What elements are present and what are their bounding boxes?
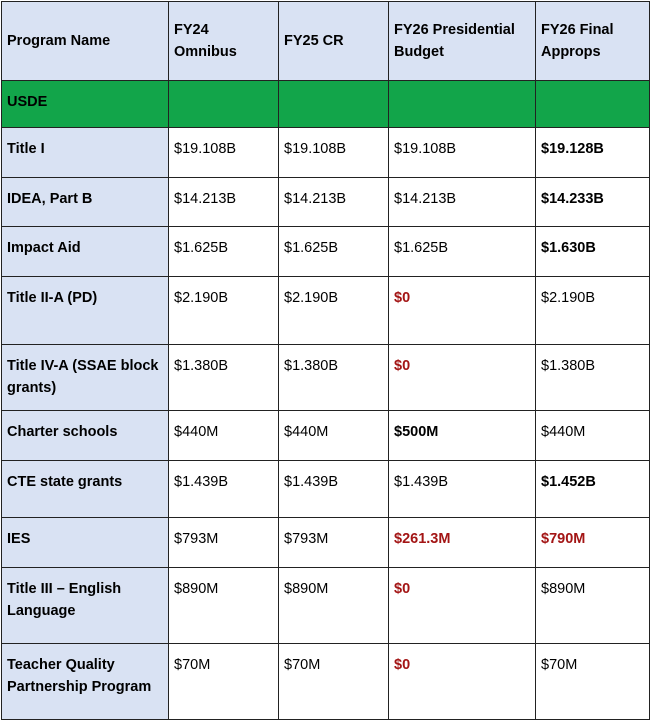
- table-row: [2, 461, 650, 518]
- fy26-pres-value: $14.213B: [389, 178, 536, 227]
- fy24-value: $14.213B: [169, 178, 279, 227]
- fy26-final-value: $1.380B: [536, 345, 650, 411]
- fy24-value: $70M: [169, 644, 279, 720]
- fy25-value: $1.625B: [279, 227, 389, 277]
- fy24-value: $1.380B: [169, 345, 279, 411]
- table-row: [2, 277, 650, 345]
- fy25-value: $14.213B: [279, 178, 389, 227]
- header-program-name: Program Name: [2, 2, 169, 81]
- fy24-value: $2.190B: [169, 277, 279, 345]
- fy25-value: $19.108B: [279, 128, 389, 178]
- table-row: [2, 518, 650, 568]
- fy26-pres-value: $1.439B: [389, 461, 536, 518]
- fy24-value: $890M: [169, 568, 279, 644]
- header-fy26-final: FY26 Final Approps: [536, 2, 650, 81]
- section-label: USDE: [2, 81, 169, 128]
- program-name: CTE state grants: [2, 461, 169, 518]
- appropriations-table: [1, 1, 650, 720]
- fy26-pres-value: $0: [389, 644, 536, 720]
- fy26-pres-value: $0: [389, 345, 536, 411]
- program-name: Impact Aid: [2, 227, 169, 277]
- program-name: Title I: [2, 128, 169, 178]
- section-row: [2, 81, 650, 128]
- fy26-final-value: $2.190B: [536, 277, 650, 345]
- header-row: [2, 2, 650, 81]
- table-row: [2, 345, 650, 411]
- program-name: IDEA, Part B: [2, 178, 169, 227]
- program-name: Charter schools: [2, 411, 169, 461]
- fy26-final-value: $1.452B: [536, 461, 650, 518]
- fy26-pres-value: $19.108B: [389, 128, 536, 178]
- fy25-value: $440M: [279, 411, 389, 461]
- fy25-value: $70M: [279, 644, 389, 720]
- fy24-value: $1.625B: [169, 227, 279, 277]
- table-row: [2, 227, 650, 277]
- fy24-value: $1.439B: [169, 461, 279, 518]
- fy25-value: $1.380B: [279, 345, 389, 411]
- fy25-value: $1.439B: [279, 461, 389, 518]
- header-fy24: FY24 Omnibus: [169, 2, 279, 81]
- table-row: [2, 644, 650, 720]
- program-name: IES: [2, 518, 169, 568]
- fy25-value: $2.190B: [279, 277, 389, 345]
- header-fy25: FY25 CR: [279, 2, 389, 81]
- fy26-final-value: $440M: [536, 411, 650, 461]
- fy26-pres-value: $261.3M: [389, 518, 536, 568]
- table-row: [2, 178, 650, 227]
- fy24-value: $440M: [169, 411, 279, 461]
- fy25-value: $793M: [279, 518, 389, 568]
- fy24-value: $19.108B: [169, 128, 279, 178]
- header-fy26-pres: FY26 Presidential Budget: [389, 2, 536, 81]
- table-row: [2, 411, 650, 461]
- table-row: [2, 568, 650, 644]
- fy26-pres-value: $500M: [389, 411, 536, 461]
- fy24-value: $793M: [169, 518, 279, 568]
- fy26-final-value: $19.128B: [536, 128, 650, 178]
- fy26-pres-value: $0: [389, 568, 536, 644]
- program-name: Title II-A (PD): [2, 277, 169, 345]
- fy26-pres-value: $0: [389, 277, 536, 345]
- program-name: Title III – English Language: [2, 568, 169, 644]
- program-name: Title IV-A (SSAE block grants): [2, 345, 169, 411]
- table-row: [2, 128, 650, 178]
- program-name: Teacher Quality Partnership Program: [2, 644, 169, 720]
- fy26-final-value: $790M: [536, 518, 650, 568]
- fy26-final-value: $1.630B: [536, 227, 650, 277]
- fy26-final-value: $14.233B: [536, 178, 650, 227]
- fy26-final-value: $70M: [536, 644, 650, 720]
- fy26-pres-value: $1.625B: [389, 227, 536, 277]
- fy25-value: $890M: [279, 568, 389, 644]
- fy26-final-value: $890M: [536, 568, 650, 644]
